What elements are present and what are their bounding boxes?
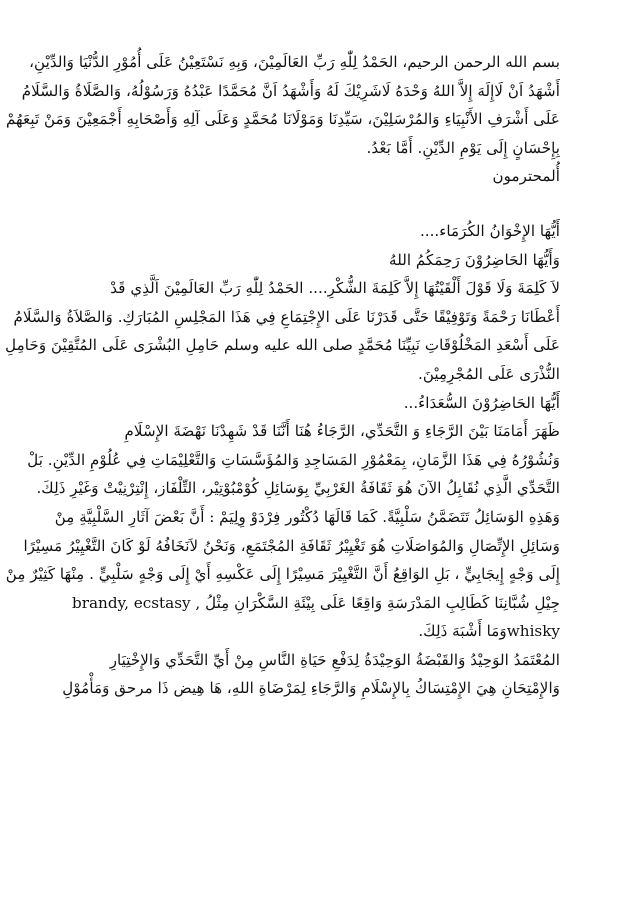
address-line-2: أَيُّهَا الحَاضِرُوْنَ السُّعَدَاءُ... [403,393,560,412]
challenge-paragraph [5,417,560,646]
address-block-1 [78,217,560,274]
text-line: ظَهَرَ أَمَامَنَا بَيْنَ الرَّجَاءِ وَ التَّحَدِّي، الرَّجَاءُ هُنَا أَنَّنَا قَدْ شَهِدْنَا نَهْضَةَ الإِسْلَامِ [124,422,560,441]
opening-paragraph [5,48,560,191]
arabic-segment: جِيْلِ شُبَّانِنَا كَطَالِبِ المَدْرَسَةِ وَاقِعًا عَلَى بِيْئَةِ السَّكْرَانِ مِثْلُ [205,593,560,612]
text-line: بسم الله الرحمن الرحيم، الحَمْدُ لِلّٰهِ رَبِّ العَالَمِيْنَ، وَبِهِ نَسْتَعِيْنُ عَلَى أُمُوْرِ الدُّنْيَا وَالدِّيْنِ، [29,53,560,71]
comma-segment: , [195,593,201,612]
arabic-segment: وَمَا أَشْبَهَ ذَلِكَ. [418,622,507,641]
text-line: وَالإِمْتِحَانِ هِيَ الإِمْتِسَاكُ بِالإِسْلَامِ وَالرَّجَاءِ لِمَرْضَاةِ اللهِ، هَا هِيض ذَا مرحق وَمَأْمُوْلِ [62,679,560,698]
text-line: عَلَى أَسْعَدِ المَخْلُوْقَاتِ نَبِيِّنَا مُحَمَّدٍ صلى الله عليه وسلم حَامِلِ البُشْرَى عَلَى المُتَّقِيْنَ وَحَامِلِ [5,336,560,355]
text-line: التَّحَدِّي الَّذِي نُقَابِلُ الآنَ هُوَ ثَقَافَةُ الغَرْبِيِّ بِوَسَائِلِ كُوْمْبُوْتِيْر، التِّلْفَاز، إِنْتِرْنِيْتْ وَغَيْرِ ذَلِكَ. [36,479,560,498]
text-line: وَسَائِلِ الإِتِّصَالِ وَالمُوَاصَلَاتِ هُوَ تَغْيِيْرُ ثَقَافَةِ المُجْتَمَعِ، وَنَحْنُ لاَنَخَافُهُ لَوْ كَانَ التَّغْيِيْرُ مَسِيْرًا [23,536,560,555]
address-line: أَيُّهَا الإِخْوَانُ الكُرَمَاء.... [419,221,560,240]
english-segment: brandy, ecstasy [72,593,191,612]
text-line: أَشْهَدُ اَنْ لَاإِلَهَ إِلاَّ اللهُ وَحْدَهُ لَاشَرِيْكَ لَهُ وَأَشْهَدُ اَنَّ مُحَمَّدًا عَبْدُهُ وَرَسُوْلُهُ، وَالصَّلَاةُ وَالسَّلَامُ [21,81,560,100]
mixed-text-line [78,617,560,646]
respected-line: أُلمحترمون [492,167,560,186]
text-line: بِإِحْسَانٍ إِلَى يَوْمِ الدِّيْنِ. أَمَّا بَعْدُ. [366,138,560,157]
text-line: وَهَذِهِ الوَسَائِلُ تَتَضَمَّنُ سَلْبِيَّةً. كَمَا قَالَهَا دُكْتُور فِرْدَوْ وِلِيَمْ : أَنَّ بَعْضَ آثَارِ السَّلْبِيَّةِ مِنْ [54,507,560,526]
text-line: النُّذْرَى عَلَى المُجْرِمِيْنَ. [418,364,560,383]
text-line: عَلَى أَشْرَفِ الأَنْبِيَاءِ وَالمُرْسَلِيْنَ، سَيِّدِنَا وَمَوْلَانَا مُحَمَّدٍ وَعَلَى آلِهِ وَأَصْحَابِهِ أَجْمَعِيْنَ وَمَنْ تَبِعَهُمْ [5,110,560,129]
text-line: لاَ كَلِمَةَ وَلَا قَوْلَ أَلْقَيْتُهَا إِلاَّ كَلِمَةَ الشُّكْرِ.... الحَمْدُ لِلّٰهِ رَبِّ العَالَمِيْنَ اَلَّذِي قَدْ [110,279,560,298]
english-segment: whisky [506,622,560,641]
text-line: المُعْتَمَدُ الوَحِيْدُ وَالقَبْضَةُ الوَحِيْدَةُ لِدَفْعِ حَيَاةِ النَّاسِ مِنْ أَيِّ التَّحَدِّي وَالإِخْتِيَارِ [109,650,560,669]
closing-paragraph [62,646,560,703]
text-line: إِلَى وَجْهٍ إِيجَابِيٍّ ، بَلِ الوَاقِعُ أَنَّ التَّغْيِيْرَ مَسِيْرًا إِلَى عَكْسِهِ أَيْ إِلَى وَجْهٍ سَلْبِيٍّ . مِنْهَا كَثِيْرٌ مِنْ [5,565,560,584]
address-line: وَأَيُّهَا الحَاضِرُوْنَ رَحِمَكُمُ اللهُ [389,250,560,269]
text-line: أَعْطَانَا رَحْمَةً وَتَوْفِيْقًا حَتَّى قَدَرْنَا عَلَى الإِجْتِمَاعِ فِي هَذَا المَجْلِسِ المُبَارَكِ. وَالصَّلاَةُ وَالسَّلَامُ [13,307,560,326]
gratitude-paragraph [5,274,560,388]
mixed-text-line [72,589,560,618]
text-line: وَنُشُوْرُهُ فِي هَذَا الزَّمَانِ، بِمَعْمُوْرِ المَسَاجِدِ وَالمُؤَسَّسَاتِ وَالتَّعْلِيْمَاتِ فِي عُلُوْمِ الدِّيْنِ. بَلْ [27,450,560,469]
